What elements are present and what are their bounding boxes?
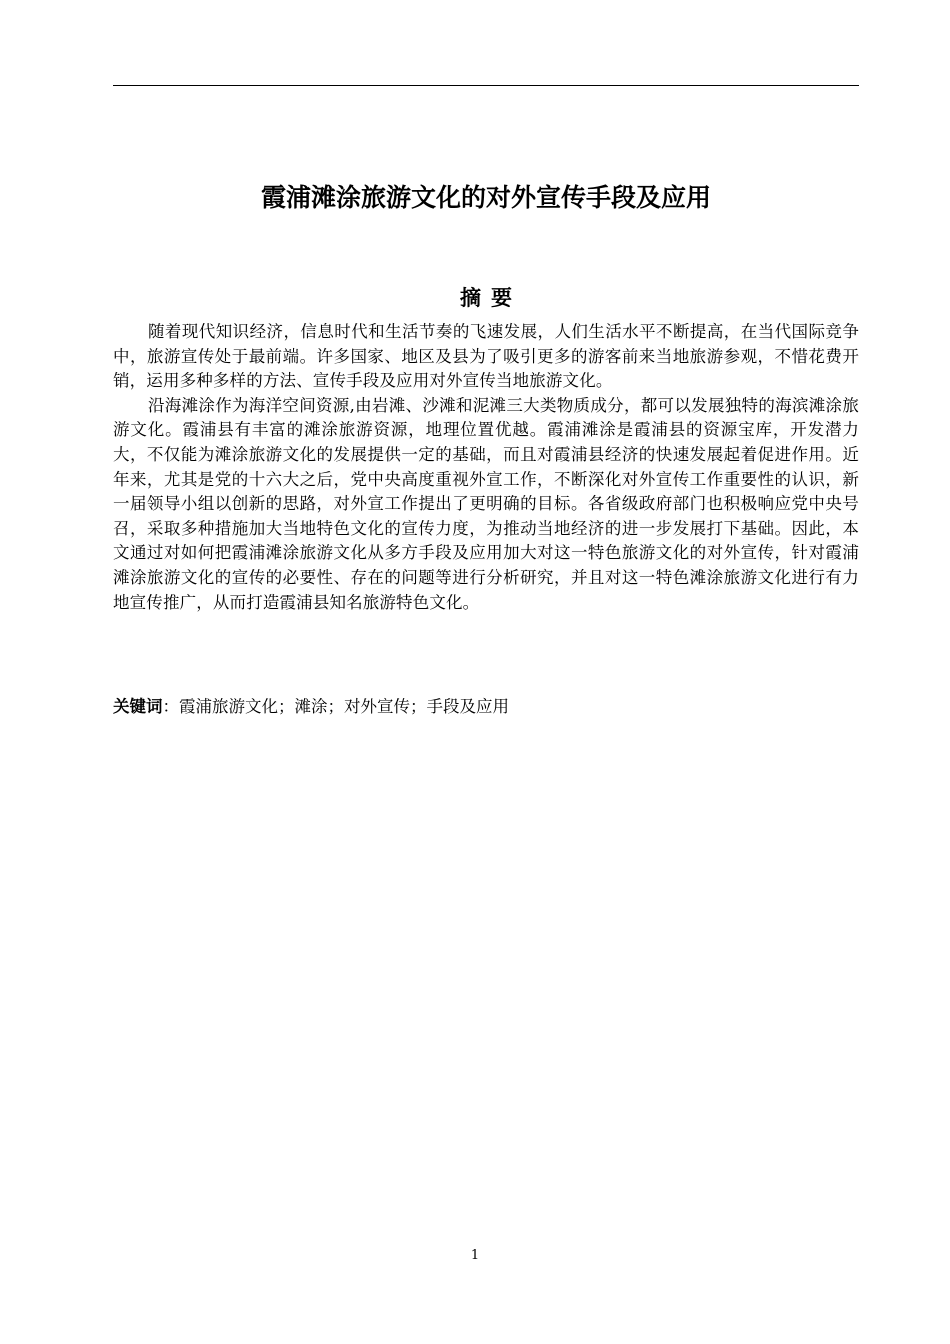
keywords-label: 关键词 <box>113 697 163 716</box>
abstract-heading: 摘要 <box>460 286 522 310</box>
header-rule <box>113 85 859 86</box>
abstract-paragraph: 沿海滩涂作为海洋空间资源,由岩滩、沙滩和泥滩三大类物质成分，都可以发展独特的海滨滩涂旅游文化。霞浦县有丰富的滩涂旅游资源，地理位置优越。霞浦滩涂是霞浦县的资源宝库，开发潜力大，不仅能为滩涂旅游文化的发展提供一定的基础，而且对霞浦县经济的快速发展起着促进作用。近年来，尤其是党的十六大之后，党中央高度重视外宣工作，不断深化对外宣传工作重要性的认识，新一届领导小组以创新的思路，对外宣工作提出了更明确的目标。各省级政府部门也积极响应党中央号召，采取多种措施加大当地特色文化的宣传力度，为推动当地经济的进一步发展打下基础。因此，本文通过对如何把霞浦滩涂旅游文化从多方手段及应用加大对这一特色旅游文化的对外宣传，针对霞浦滩涂旅游文化的宣传的必要性、存在的问题等进行分析研究，并且对这一特色滩涂旅游文化进行有力地宣传推广，从而打造霞浦县知名旅游特色文化。 <box>113 395 859 612</box>
keywords-separator: ： <box>162 697 179 716</box>
abstract-paragraph: 随着现代知识经济，信息时代和生活节奏的飞速发展，人们生活水平不断提高，在当代国际竞争中，旅游宣传处于最前端。许多国家、地区及县为了吸引更多的游客前来当地旅游参观，不惜花费开销，运用多种多样的方法、宣传手段及应用对外宣传当地旅游文化。 <box>113 322 859 391</box>
page-number: 1 <box>470 1248 480 1263</box>
keywords-line <box>113 694 859 720</box>
document-title: 霞浦滩涂旅游文化的对外宣传手段及应用 <box>260 183 711 212</box>
keywords-text: 霞浦旅游文化；滩涂；对外宣传；手段及应用 <box>179 697 509 716</box>
abstract-body <box>113 320 859 615</box>
